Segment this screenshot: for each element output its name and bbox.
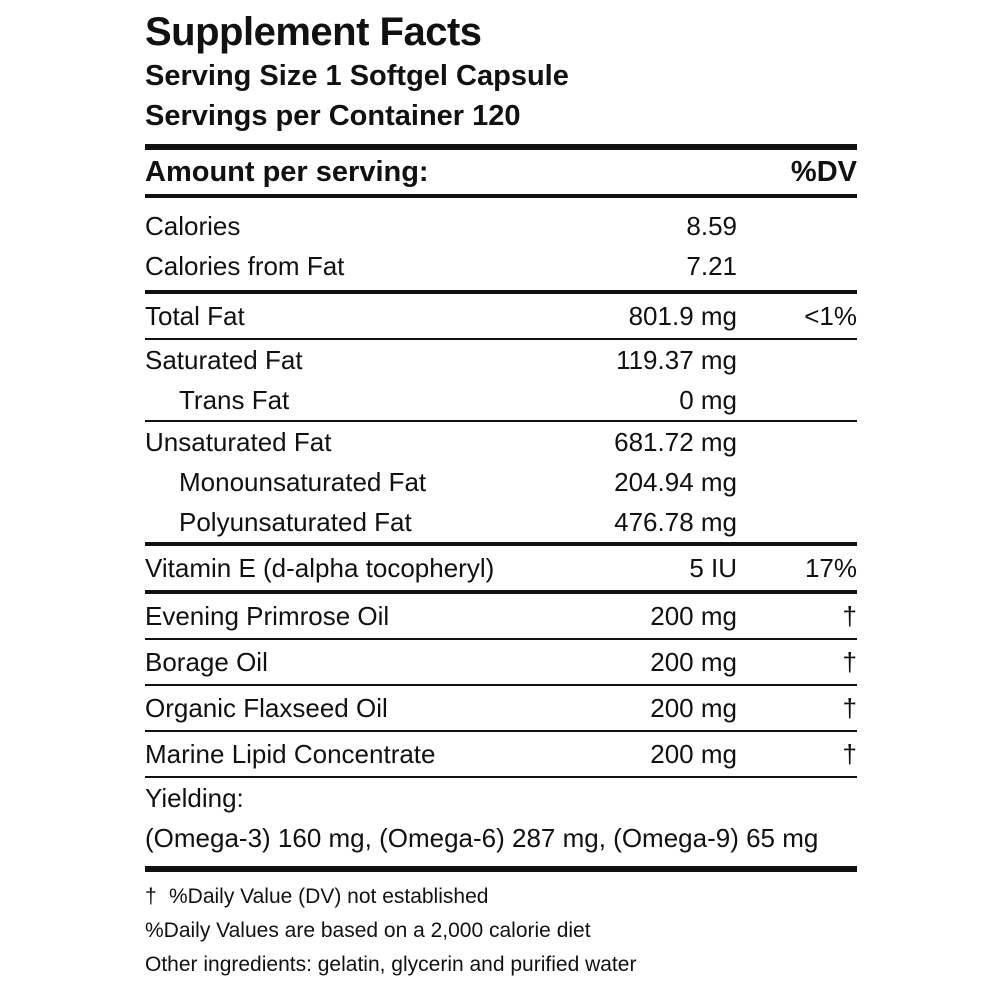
nutrient-row-unsaturated-fat: [145, 422, 857, 462]
ingredient-dv: †: [842, 692, 857, 723]
ingredient-dv: †: [842, 738, 857, 769]
footnote-dv-basis: %Daily Values are based on a 2,000 calorie diet: [145, 919, 591, 942]
ingredient-name: Marine Lipid Concentrate: [145, 738, 436, 769]
nutrient-amount: 476.78 mg: [614, 506, 737, 537]
nutrient-amount: 5 IU: [689, 552, 737, 583]
nutrient-name: Vitamin E (d-alpha tocopheryl): [145, 552, 495, 583]
ingredient-dv: †: [842, 600, 857, 631]
nutrient-name: Total Fat: [145, 300, 245, 331]
ingredient-dv: †: [842, 646, 857, 677]
ingredient-name: Organic Flaxseed Oil: [145, 692, 388, 723]
nutrient-row-calories-from-fat: [145, 246, 857, 286]
footnote-text: %Daily Value (DV) not established: [169, 885, 489, 908]
amount-per-serving-label: Amount per serving:: [145, 155, 429, 188]
ingredient-row-borage-oil: [145, 640, 857, 684]
ingredient-amount: 200 mg: [650, 738, 737, 769]
nutrient-row-vitamin-e: [145, 546, 857, 590]
nutrient-amount: 7.21: [686, 250, 737, 281]
ingredient-amount: 200 mg: [650, 692, 737, 723]
nutrient-name: Trans Fat: [179, 384, 290, 415]
footnote-other-ingredients: Other ingredients: gelatin, glycerin and purified water: [145, 953, 637, 976]
nutrient-dv: 17%: [804, 552, 857, 583]
nutrient-amount: 8.59: [686, 210, 737, 241]
nutrient-name: Unsaturated Fat: [145, 426, 332, 457]
ingredient-row-evening-primrose-oil: [145, 594, 857, 638]
ingredient-name: Evening Primrose Oil: [145, 600, 390, 631]
nutrient-amount: 801.9 mg: [628, 300, 737, 331]
label-title: Supplement Facts: [145, 10, 482, 54]
dv-column-label: %DV: [790, 155, 857, 188]
dagger-symbol: †: [145, 885, 157, 908]
nutrient-amount: 119.37 mg: [616, 344, 737, 375]
ingredient-amount: 200 mg: [650, 646, 737, 677]
nutrient-row-total-fat: [145, 294, 857, 338]
supplement-facts-label: [145, 8, 857, 982]
nutrient-dv: <1%: [804, 300, 857, 331]
nutrient-name: Polyunsaturated Fat: [179, 506, 412, 537]
nutrient-row-monounsaturated-fat: [145, 462, 857, 502]
nutrient-name: Saturated Fat: [145, 344, 303, 375]
ingredient-row-marine-lipid-concentrate: [145, 732, 857, 776]
nutrient-row-saturated-fat: [145, 340, 857, 380]
servings-per-container: Servings per Container 120: [145, 100, 521, 132]
nutrient-name: Calories: [145, 210, 241, 241]
nutrient-row-polyunsaturated-fat: [145, 502, 857, 542]
yielding-label: Yielding:: [145, 783, 244, 813]
nutrient-row-calories: [145, 206, 857, 246]
ingredient-name: Borage Oil: [145, 646, 268, 677]
ingredient-row-organic-flaxseed-oil: [145, 686, 857, 730]
nutrient-amount: 204.94 mg: [614, 466, 737, 497]
footnote-dv-not-established: [145, 880, 857, 914]
serving-size: Serving Size 1 Softgel Capsule: [145, 60, 569, 92]
yielding-values: (Omega-3) 160 mg, (Omega-6) 287 mg, (Omega-9) 65 mg: [145, 823, 819, 853]
nutrient-name: Calories from Fat: [145, 250, 345, 281]
nutrient-row-trans-fat: [145, 380, 857, 420]
nutrient-amount: 0 mg: [679, 384, 737, 415]
ingredient-amount: 200 mg: [650, 600, 737, 631]
nutrient-name: Monounsaturated Fat: [179, 466, 427, 497]
amount-header-row: [145, 150, 857, 194]
nutrient-amount: 681.72 mg: [614, 426, 737, 457]
